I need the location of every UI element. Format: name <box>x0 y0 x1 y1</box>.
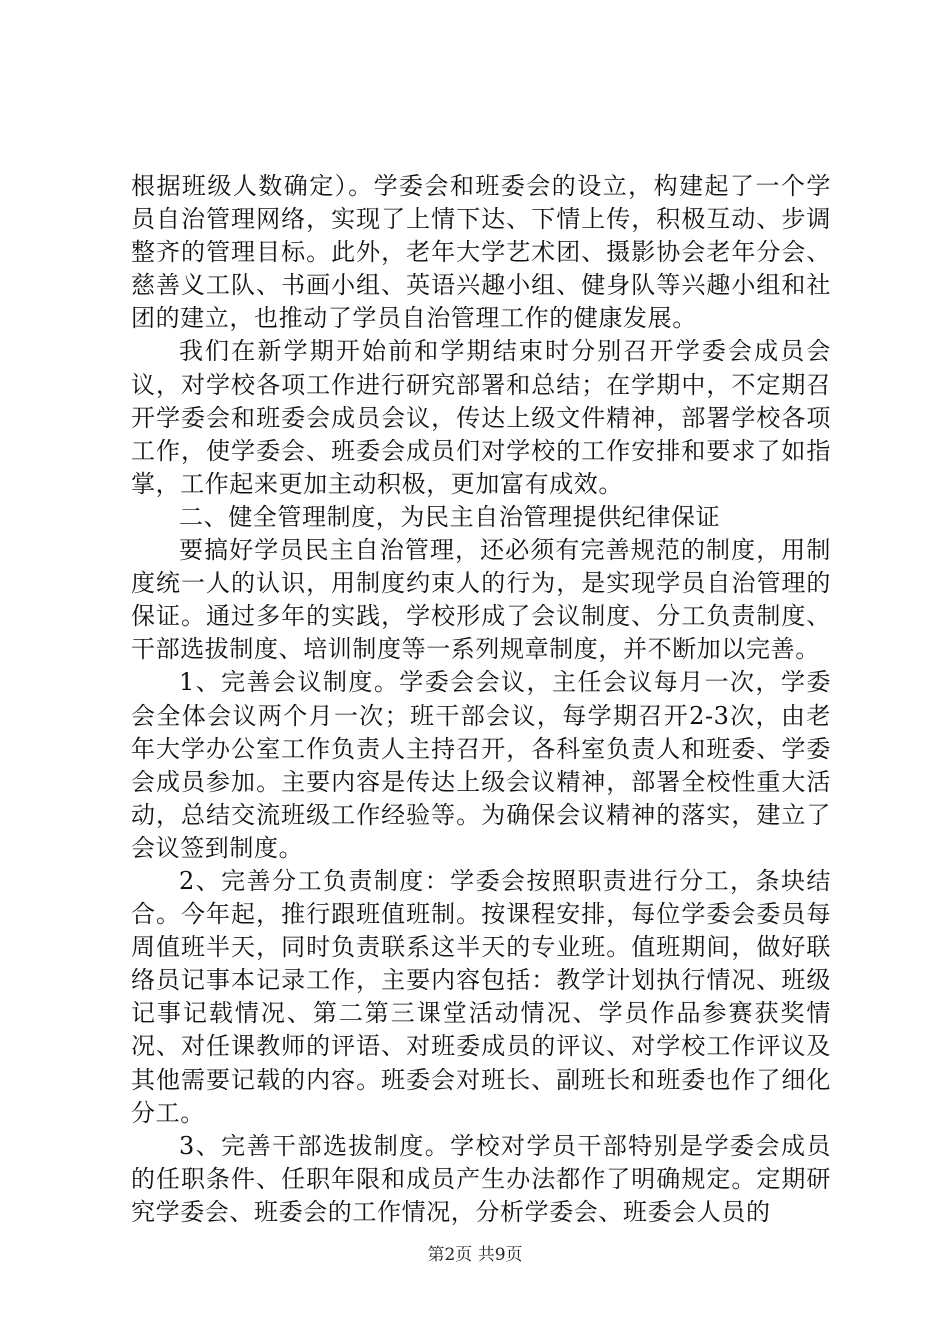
paragraph-2: 我们在新学期开始前和学期结束时分别召开学委会成员会议，对学校各项工作进行研究部署和总结；在学期中，不定期召开学委会和班委会成员会议，传达上级文件精神，部署学校各项工作，使学委会、班委会成员们对学校的工作安排和要求了如指掌，工作起来更加主动积极，更加富有成效。 <box>131 337 831 498</box>
page-number-label: 第2页 共9页 <box>427 1245 523 1265</box>
paragraph-6: 3、完善干部选拔制度。学校对学员干部特别是学委会成员的任职条件、任职年限和成员产生办法都作了明确规定。定期研究学委会、班委会的工作情况，分析学委会、班委会人员的 <box>131 1131 831 1226</box>
paragraph-5: 2、完善分工负责制度：学委会按照职责进行分工，条块结合。今年起，推行跟班值班制。按课程安排，每位学委会委员每周值班半天，同时负责联系这半天的专业班。值班期间，做好联络员记事本记录工作，主要内容包括：教学计划执行情况、班级记事记载情况、第二第三课堂活动情况、学员作品参赛获奖情况、对任课教师的评语、对班委成员的评议、对学校工作评议及其他需要记载的内容。班委会对班长、副班长和班委也作了细化分工。 <box>131 866 831 1127</box>
paragraph-1: 根据班级人数确定）。学委会和班委会的设立，构建起了一个学员自治管理网络，实现了上情下达、下情上传，积极互动、步调整齐的管理目标。此外，老年大学艺术团、摄影协会老年分会、慈善义工队、书画小组、英语兴趣小组、健身队等兴趣小组和社团的建立，也推动了学员自治管理工作的健康发展。 <box>131 172 831 333</box>
paragraph-3: 要搞好学员民主自治管理，还必须有完善规范的制度，用制度统一人的认识，用制度约束人的行为，是实现学员自治管理的保证。通过多年的实践，学校形成了会议制度、分工负责制度、干部选拔制度、培训制度等一系列规章制度，并不断加以完善。 <box>131 536 831 664</box>
section-heading: 二、健全管理制度，为民主自治管理提供纪律保证 <box>179 502 721 531</box>
document-body <box>131 170 831 1229</box>
page-footer <box>0 1240 950 1265</box>
paragraph-4: 1、完善会议制度。学委会会议，主任会议每月一次，学委会全体会议两个月一次；班干部会议，每学期召开2-3次，由老年大学办公室工作负责人主持召开，各科室负责人和班委、学委会成员参加。主要内容是传达上级会议精神，部署全校性重大活动，总结交流班级工作经验等。为确保会议精神的落实，建立了会议签到制度。 <box>131 668 831 862</box>
